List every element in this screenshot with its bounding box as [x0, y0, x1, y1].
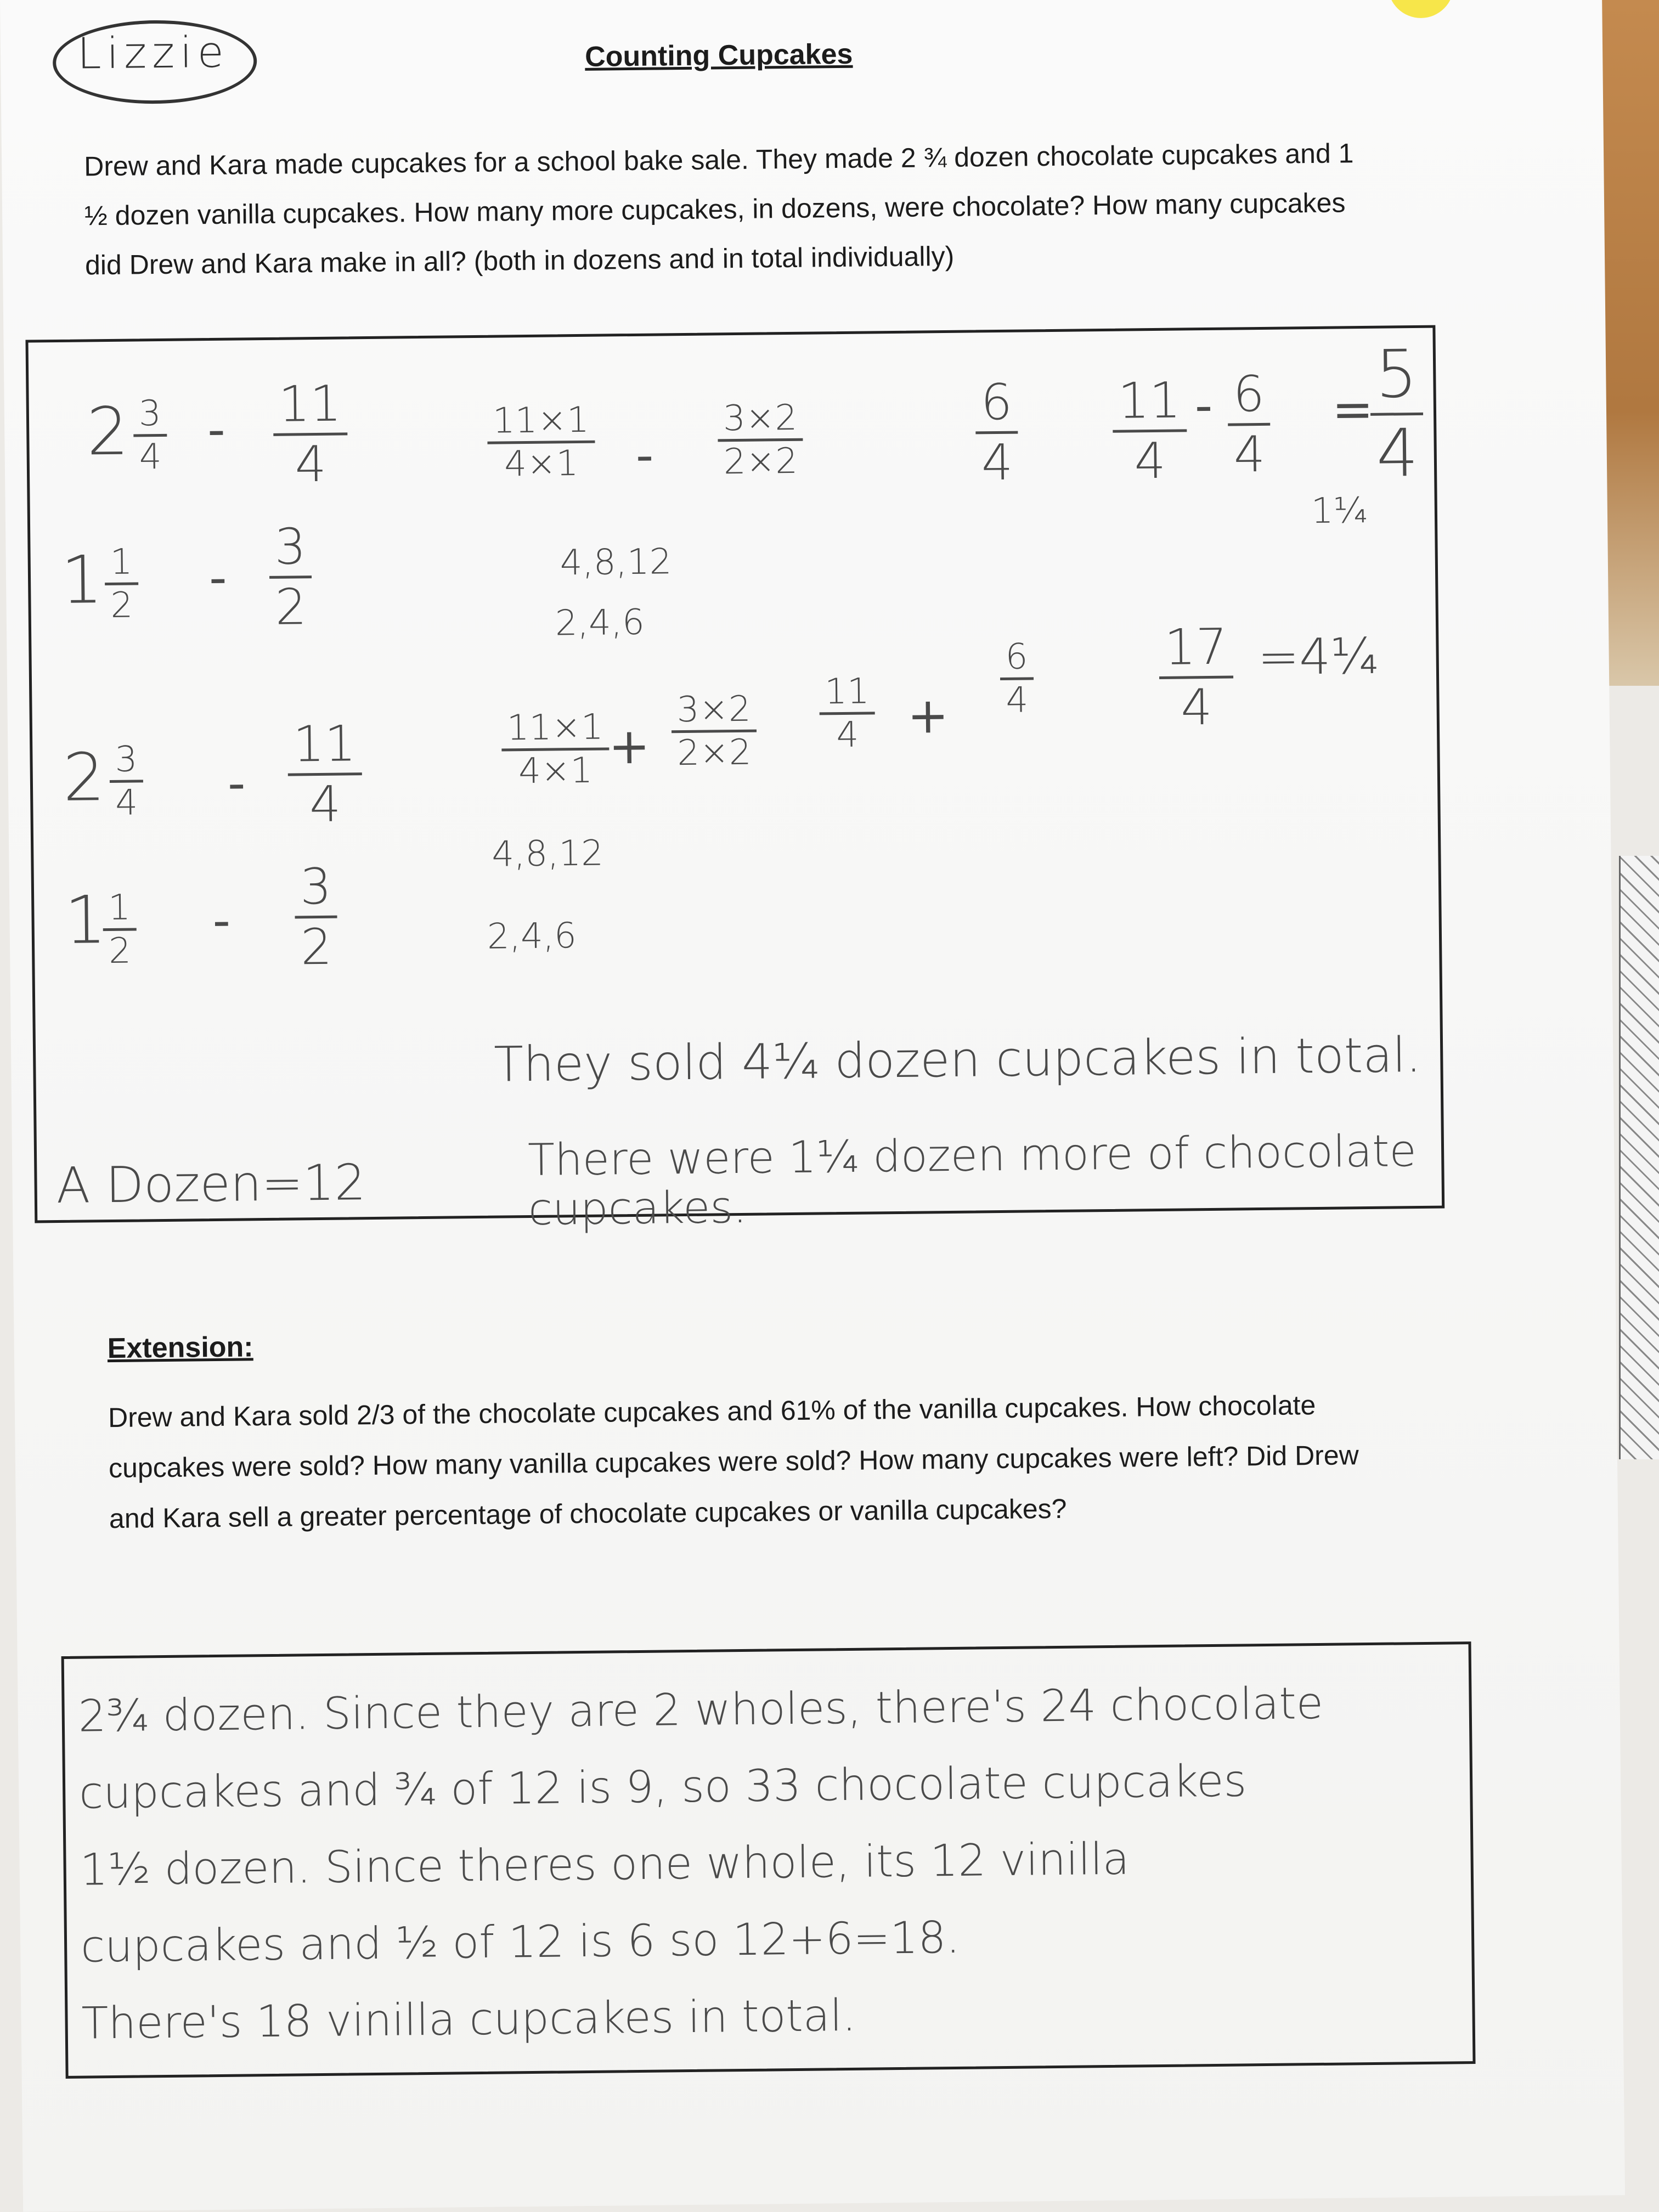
answer-line: cupcakes and ¾ of 12 is 9, so 33 chocolate cupcakes	[78, 1755, 1247, 1819]
answer-total: They sold 4¼ dozen cupcakes in total.	[493, 1026, 1422, 1093]
improper-fraction: $\frac{11}{4}$	[273, 375, 348, 493]
difference-subtrahend: $\frac{6}{4}$	[1227, 365, 1271, 484]
improper-fraction: $\frac{3}{2}$	[269, 518, 313, 636]
extension-answer	[78, 1665, 1327, 2062]
plus-sign: +	[907, 686, 949, 745]
mixed-fraction: $\frac{1}{2}$	[104, 541, 138, 626]
minus-sign: -	[635, 426, 654, 484]
sum-mixed: =4¼	[1257, 627, 1379, 687]
scaled-fraction: $\frac{11\times 1}{4\times 1}$	[487, 400, 595, 485]
multiples-list: 4,8,12	[560, 541, 672, 584]
addend-fraction: $\frac{6}{4}$	[1000, 636, 1034, 721]
addend-fraction: $\frac{11}{4}$	[819, 671, 876, 755]
difference-mixed: 1¼	[1311, 490, 1368, 532]
answer-line: 1½ dozen. Since theres one whole, its 12 vinilla	[80, 1833, 1130, 1895]
worksheet-title: Counting Cupcakes	[584, 38, 853, 73]
mixed-fraction: $\frac{1}{2}$	[103, 887, 137, 972]
multiples-list: 2,4,6	[555, 602, 645, 644]
equals-sign: =	[1331, 380, 1374, 439]
problem-text: Drew and Kara made cupcakes for a school bake sale. They made 2 ¾ dozen chocolate cupcakes and 1 ½ dozen vanilla cupcakes. How many more cupcakes, in dozens, were chocolate? How many cupcakes did Drew and Kara make in all? (both in dozens and in total individually)	[83, 138, 1354, 281]
minus-sign: -	[1194, 376, 1213, 435]
minus-sign: -	[212, 891, 231, 950]
improper-fraction: $\frac{11}{4}$	[287, 715, 363, 833]
answer-difference: There were 1¼ dozen more of chocolate cupcakes.	[527, 1125, 1417, 1235]
improper-fraction: $\frac{3}{2}$	[294, 858, 338, 977]
sticky-note	[1388, 0, 1454, 19]
paper-scrap	[1619, 856, 1659, 1459]
difference-result: $\frac{5}{4}$	[1370, 336, 1424, 492]
scaled-fraction: $\frac{3\times 2}{2\times 2}$	[718, 398, 804, 483]
extension-heading: Extension:	[107, 1331, 253, 1365]
plus-sign: +	[608, 717, 651, 776]
sum-fraction: $\frac{17}{4}$	[1159, 618, 1234, 737]
minus-sign: -	[227, 754, 246, 812]
scaled-fraction: $\frac{11\times 1}{4\times 1}$	[501, 707, 610, 792]
equivalent-fraction: $\frac{6}{4}$	[975, 374, 1019, 492]
mixed-fraction: $\frac{3}{4}$	[133, 393, 167, 478]
answer-line: 2¾ dozen. Since they are 2 wholes, there's 24 chocolate	[78, 1677, 1324, 1742]
mixed-whole: 2	[86, 393, 129, 471]
mixed-whole: 2	[63, 740, 105, 816]
minus-sign: -	[208, 549, 228, 607]
answer-line: cupcakes and ½ of 12 is 6 so 12+6=18.	[80, 1911, 961, 1972]
difference-minuend: $\frac{11}{4}$	[1112, 371, 1187, 490]
mixed-whole: 1	[60, 542, 104, 619]
minus-sign: -	[207, 400, 226, 459]
mixed-whole: 1	[64, 882, 107, 959]
mixed-fraction: $\frac{3}{4}$	[109, 739, 143, 823]
answer-line: There's 18 vinilla cupcakes in total.	[81, 1989, 856, 2049]
dozen-note: A Dozen=12	[56, 1154, 366, 1215]
student-name: Lizzie	[77, 27, 230, 79]
extension-text: Drew and Kara sold 2/3 of the chocolate cupcakes and 61% of the vanilla cupcakes. How chocolate cupcakes were sold? How many vanilla cupcakes were sold? How many cupcakes were left? Did Drew and Kara sell a greater percentage of chocolate cupcakes or vanilla cupcakes?	[108, 1390, 1359, 1534]
multiples-list: 2,4,6	[487, 916, 577, 957]
scaled-fraction: $\frac{3\times 2}{2\times 2}$	[671, 689, 757, 774]
multiples-list: 4,8,12	[491, 833, 604, 875]
